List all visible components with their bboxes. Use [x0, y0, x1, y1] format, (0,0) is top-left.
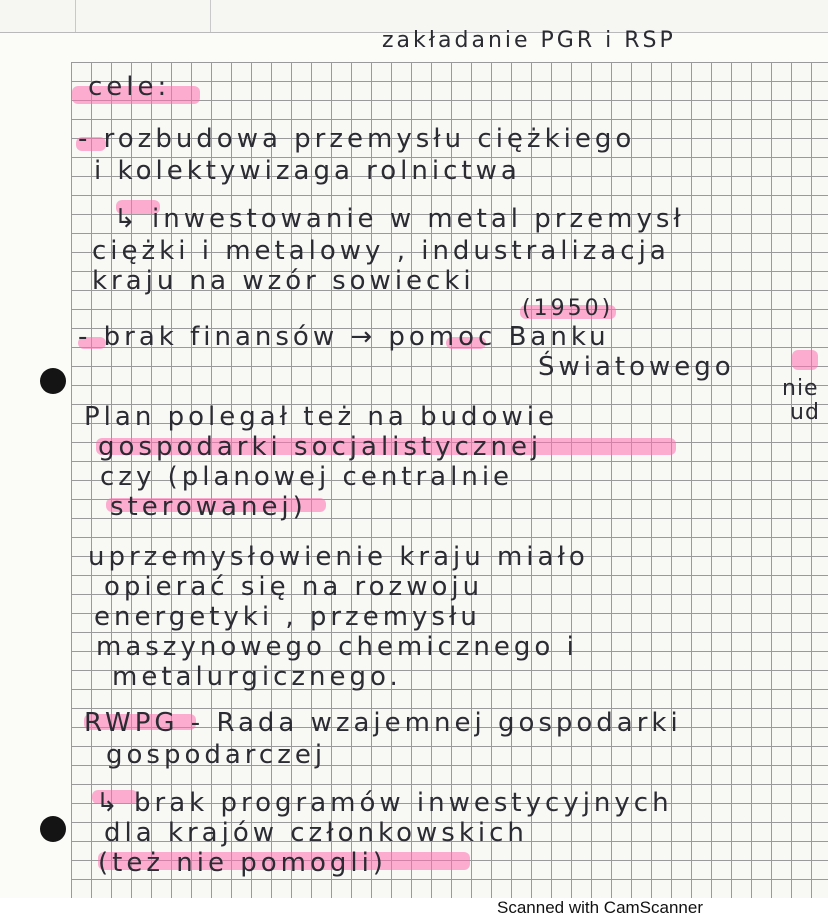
note-line: metalurgicznego. [112, 662, 402, 692]
note-line: ↳ inwestowanie w metal przemysł [114, 204, 685, 234]
note-line: (też nie pomogli) [98, 848, 387, 878]
note-line: gospodarki socjalistycznej [98, 432, 543, 462]
note-line: - rozbudowa przemysłu ciężkiego [78, 124, 636, 154]
note-line: uprzemysłowienie kraju miało [88, 542, 589, 572]
scanner-footer [0, 898, 828, 921]
note-line: RWPG - Rada wzajemnej gospodarki [84, 708, 682, 738]
note-line: maszynowego chemicznego i [96, 632, 578, 662]
note-line: sterowanej) [110, 492, 307, 522]
margin-note: ud [790, 400, 820, 425]
margin-note: nie [782, 376, 819, 401]
strip-divider [75, 0, 76, 32]
note-line: gospodarczej [106, 740, 327, 770]
note-line: dla krajów członkowskich [104, 818, 528, 848]
note-year: (1950) [522, 296, 614, 321]
binder-hole [40, 368, 66, 394]
note-line: kraju na wzór sowiecki [92, 266, 475, 296]
binder-hole [40, 816, 66, 842]
note-line: ciężki i metalowy , industralizacja [92, 236, 670, 266]
note-line: opierać się na rozwoju [104, 572, 484, 602]
annotation-text: zakładanie PGR i RSP [382, 28, 676, 53]
heading-cele: cele: [88, 72, 171, 102]
note-line: czy (planowej centralnie [100, 462, 514, 492]
note-line: Światowego [538, 352, 735, 382]
footer-text: Scanned with CamScanner [497, 898, 704, 917]
note-line: - brak finansów → pomoc Banku [78, 322, 610, 352]
highlight-margin-mark [792, 350, 818, 370]
note-line: i kolektywizaga rolnictwa [94, 156, 521, 186]
note-line: ↳ brak programów inwestycyjnych [96, 788, 673, 818]
note-line: Plan polegał też na budowie [84, 402, 558, 432]
strip-divider [210, 0, 211, 32]
note-line: energetyki , przemysłu [94, 602, 481, 632]
